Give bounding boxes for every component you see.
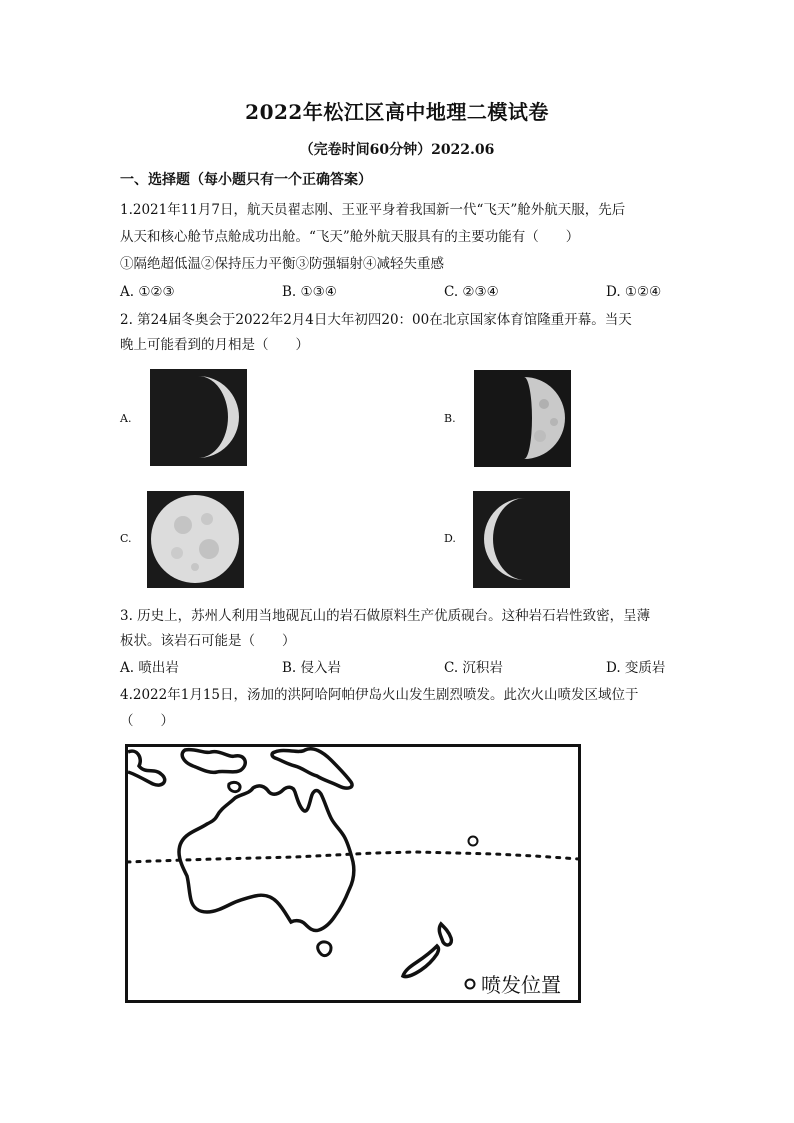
volcano-location-map xyxy=(125,744,581,1003)
question-4-line-1: 4.2022年1月15日，汤加的洪阿哈阿帕伊岛火山发生剧烈喷发。此次火山喷发区域位于 xyxy=(120,687,639,703)
moon-phase-b-image[interactable] xyxy=(474,370,571,467)
question-1-line-1: 1.2021年11月7日，航天员翟志刚、王亚平身着我国新一代“飞天”舱外航天服，先后 xyxy=(120,202,626,218)
moon-phase-d-image[interactable] xyxy=(473,491,570,588)
question-3-option-b[interactable]: B. 侵入岩 xyxy=(282,660,342,676)
moon-phase-a-image[interactable] xyxy=(150,369,247,466)
question-3-option-a[interactable]: A. 喷出岩 xyxy=(120,660,179,676)
page-subtitle: （完卷时间60分钟）2022.06 xyxy=(299,142,495,158)
map-figure xyxy=(125,744,581,1003)
question-1-option-d[interactable]: D. ①②④ xyxy=(606,284,662,300)
map-legend-label: 喷发位置 xyxy=(481,973,561,997)
question-2-option-a[interactable]: A. xyxy=(120,412,132,425)
question-1-option-c[interactable]: C. ②③④ xyxy=(444,284,499,300)
question-3-option-c[interactable]: C. 沉积岩 xyxy=(444,660,503,676)
section-title: 一、选择题（每小题只有一个正确答案） xyxy=(120,172,372,188)
question-1-line-3: ①隔绝超低温②保持压力平衡③防强辐射④减轻失重感 xyxy=(120,256,444,272)
question-3-line-1: 3. 历史上，苏州人利用当地砚瓦山的岩石做原料生产优质砚台。这种岩石岩性致密，呈薄 xyxy=(120,608,651,624)
question-3-option-d[interactable]: D. 变质岩 xyxy=(606,660,666,676)
question-1-option-b[interactable]: B. ①③④ xyxy=(282,284,337,300)
question-2-line-2: 晚上可能看到的月相是（ ） xyxy=(120,337,309,353)
circle-marker-icon xyxy=(466,980,475,989)
eruption-marker-icon xyxy=(469,837,478,846)
question-2-option-c[interactable]: C. xyxy=(120,532,132,545)
question-2-option-b[interactable]: B. xyxy=(444,412,456,425)
question-1-option-a[interactable]: A. ①②③ xyxy=(120,284,175,300)
question-1-line-2: 从天和核心舱节点舱成功出舱。“飞天”舱外航天服具有的主要功能有（ ） xyxy=(120,229,580,245)
page-title: 2022年松江区高中地理二模试卷 xyxy=(245,100,549,124)
question-3-line-2: 板状。该岩石可能是（ ） xyxy=(120,633,296,649)
question-4-line-2: （ ） xyxy=(120,713,174,729)
question-2-line-1: 2. 第24届冬奥会于2022年2月4日大年初四20：00在北京国家体育馆隆重开幕。当天 xyxy=(120,312,632,328)
question-2-option-d[interactable]: D. xyxy=(444,532,456,545)
moon-phase-c-image[interactable] xyxy=(147,491,244,588)
